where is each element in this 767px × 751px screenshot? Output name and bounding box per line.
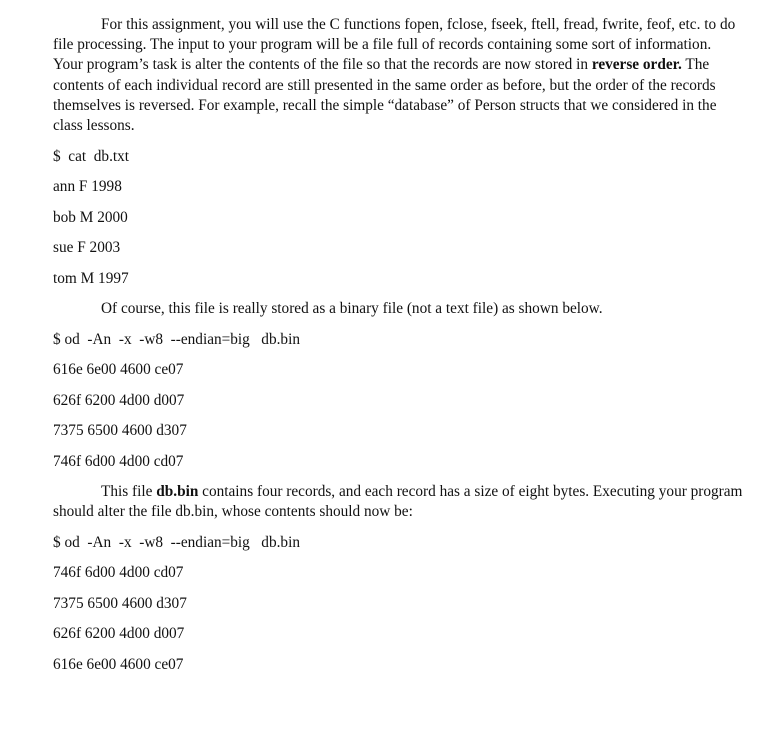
records-paragraph xyxy=(53,482,743,522)
hex-before-row-2: 626f 6200 4d00 d007 xyxy=(53,391,185,409)
document-page xyxy=(53,15,743,675)
hex-after-row-4: 616e 6e00 4600 ce07 xyxy=(53,655,184,673)
text-record-1: ann F 1998 xyxy=(53,178,122,196)
od-command-before: $ od -An -x -w8 --endian=big db.bin xyxy=(53,330,300,348)
intro-paragraph xyxy=(53,15,743,136)
records-text-1: This file xyxy=(101,483,157,501)
hex-after-row-2: 7375 6500 4600 d307 xyxy=(53,594,187,612)
intro-text-1: For this assignment, you will use the C functions fopen, fclose, fseek, ftell, fread, fwrite, feof, etc. to do file processing. The input to your program will be a file full of records containing some sort of information. Your program’s task is alter the contents of the file so that the records are now stored in xyxy=(53,16,736,74)
hex-before-row-4: 746f 6d00 4d00 cd07 xyxy=(53,452,184,470)
cat-command: $ cat db.txt xyxy=(53,147,130,165)
text-record-4: tom M 1997 xyxy=(53,269,129,287)
binary-file-paragraph: Of course, this file is really stored as a binary file (not a text file) as shown below. xyxy=(101,300,603,318)
od-command-after: $ od -An -x -w8 --endian=big db.bin xyxy=(53,533,300,551)
intro-text-2: The contents of each individual record are still presented in the same order as before, but the order of the records themselves is reversed. For example, recall the simple “database” of Person structs that we considered in the class lessons. xyxy=(53,56,717,135)
records-bold-filename: db.bin xyxy=(156,483,199,501)
records-text-2: contains four records, and each record has a size of eight bytes. Executing your program should alter the file db.bin, whose contents should now be: xyxy=(53,483,743,521)
hex-before-row-1: 616e 6e00 4600 ce07 xyxy=(53,361,184,379)
text-record-2: bob M 2000 xyxy=(53,208,128,226)
hex-after-row-3: 626f 6200 4d00 d007 xyxy=(53,625,185,643)
text-record-3: sue F 2003 xyxy=(53,239,121,257)
intro-bold-reverse-order: reverse order. xyxy=(591,56,682,74)
hex-after-row-1: 746f 6d00 4d00 cd07 xyxy=(53,564,184,582)
hex-before-row-3: 7375 6500 4600 d307 xyxy=(53,422,187,440)
